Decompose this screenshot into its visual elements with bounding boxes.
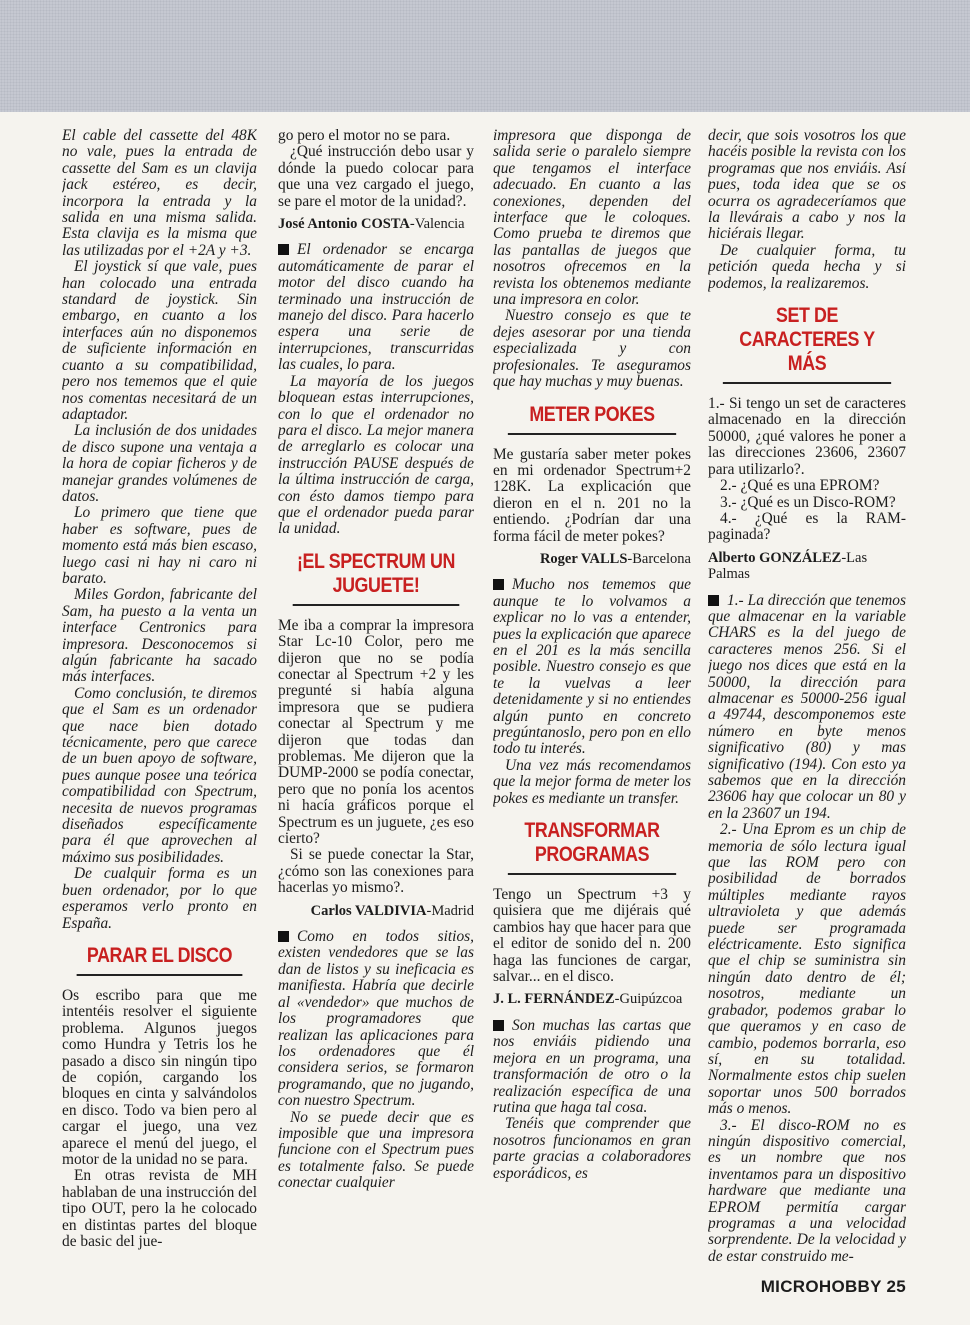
answer-bullet-icon	[493, 1020, 504, 1031]
answer-text: 1.- La dirección que tenemos que almacenar en la variable CHARS es la del juego de caracteres menos 256. Si el juego nos dices que está en la 50000, la dirección para almacenar es 50000-256 igual a 49744, descomponemos este número en byte menos significativo (80) y mas significativo (194). Con esto ya sabemos que en la dirección 23606 hay que colocar un 80 y en la 23607 un 194.	[708, 591, 906, 822]
section-heading: ¡EL SPECTRUM UN JUGUETE!	[293, 538, 460, 606]
section-heading: METER POKES	[508, 391, 676, 435]
section-heading: TRANSFORMAR PROGRAMAS	[508, 807, 676, 875]
answer-paragraph: Una vez más recomendamos que la mejor forma de meter los pokes es mediante un transfer.	[493, 756, 691, 807]
letter-paragraph: En otras revista de MH hablaban de una instrucción del tipo OUT, pero la he colocado en distintas partes del bloque de basic del jue-	[62, 1167, 257, 1250]
answer-paragraph: Tenéis que comprender que nosotros funcionamos en gran parte gracias a colaboradores esporádicos, es	[493, 1115, 691, 1182]
letter-signature	[708, 550, 906, 583]
answer-paragraph: De cualquier forma, tu petición queda hecha y si podemos, la realizaremos.	[708, 241, 906, 292]
signature-name: José Antonio COSTA	[278, 216, 410, 233]
signature-name: Roger VALLS	[539, 550, 628, 567]
answer-paragraph: decir, que sois vosotros los que hacéis posible la revista con los programas que nos enviáis. Así pues, toda idea que se os ocurra os agradeceríamos que la llevárais a cabo y nos la hiciérais llegar.	[708, 128, 906, 243]
letter-signature	[493, 551, 691, 567]
letter-signature	[493, 991, 691, 1007]
answer-bullet-icon	[278, 931, 289, 942]
answer-text: Como en todos sitios, existen vendedores que se las dan de listos y su ineficacia es manifiesta. Habría que decirle al «vendedor» que muchos de los programadores que realizan las aplicaciones para los ordenadores que él considera serios, se formaron programando, que no jugando, con nuestro Spectrum.	[278, 928, 474, 1110]
answer-paragraph	[708, 593, 906, 823]
signature-name: J. L. FERNÁNDEZ	[493, 991, 615, 1008]
answer-paragraph: Miles Gordon, fabricante del Sam, ha puesto a la venta un interface Centronics para impresora. Desconocemos si algún fabricante ha sacado más interfaces.	[62, 586, 257, 686]
answer-paragraph: La mayoría de los juegos bloquean estas interrupciones, con lo que el ordenador no para el disco. La mejor manera de arreglarlo es colocar una instrucción PAUSE después de la última instrucción de carga, con ésto damos tiempo para que el ordenador pueda parar la unidad.	[278, 372, 474, 538]
answer-paragraph	[493, 577, 691, 757]
column-4	[708, 128, 906, 1273]
answer-paragraph: La inclusión de dos unidades de disco supone una ventaja a la hora de copiar ficheros y de manejar grandes volúmenes de datos.	[62, 422, 257, 505]
signature-city: -Barcelona	[627, 550, 691, 567]
column-1	[62, 128, 257, 1273]
letter-signature	[278, 216, 474, 232]
signature-city: -Guipúzcoa	[614, 991, 683, 1008]
letter-paragraph: 3.- ¿Qué es un Disco-ROM?	[720, 493, 896, 511]
answer-paragraph	[278, 929, 474, 1109]
answer-paragraph: 3.- El disco-ROM no es ningún dispositivo comercial, es un nombre que nos inventamos para un dispositivo hardware que mediante una EPROM permitía cargar programas a una velocidad sorprendente. De la velocidad y de estar construido me-	[708, 1116, 906, 1265]
answer-paragraph: Nuestro consejo es que te dejes asesorar por una tienda especializada y con profesionales. Te aseguramos que hay muchas y muy buenas.	[493, 307, 691, 391]
answer-bullet-icon	[708, 595, 719, 606]
column-2	[278, 128, 474, 1273]
signature-city: -Las Palmas	[708, 549, 868, 583]
signature-city: -Madrid	[426, 902, 474, 919]
letter-paragraph: go pero el motor no se para.	[278, 128, 451, 144]
section-heading: PARAR EL DISCO	[77, 932, 243, 976]
answer-bullet-icon	[493, 579, 504, 590]
answer-paragraph: El joystick sí que vale, pues han colocado una entrada standard de joystick. Sin embargo, en cuanto a los interfaces aún no disponemos de suficiente información en cuanto a su compatibilidad, pero nos tememos que el quie nos comentas necesitará de un adaptador.	[62, 258, 257, 423]
letter-paragraph: Me gustaría saber meter pokes en mi ordenador Spectrum+2 128K. La explicación que dieron en el n. 201 no la entiendo. ¿Podrían dar una forma fácil de meter pokes?	[493, 445, 691, 545]
answer-paragraph: De cualquir forma es un buen ordenador, por lo que esperamos verlo pronto en España.	[62, 865, 257, 932]
letter-paragraph: ¿Qué instrucción debo usar y dónde la puedo colocar para que una vez cargado el juego, se pare el motor de la unidad?.	[278, 143, 474, 210]
signature-name: Carlos VALDIVIA	[310, 902, 427, 919]
letter-signature	[278, 903, 474, 919]
column-3	[493, 128, 691, 1273]
answer-text: Mucho nos tememos que aunque te lo volvamos a explicar no lo vas a entender, pues la explicación que aparece en el 201 es la más sencilla posible. Nuestro consejo es que te la vuelvas a leer detenidamente y si no entiendes algún punto en concreto pregúntanoslo, pero pon en ello todo tu interés.	[493, 576, 691, 758]
answer-paragraph: Lo primero que tiene que haber es software, pues de momento está más bien escaso, luego casi ni hay ni caro ni barato.	[62, 504, 257, 587]
signature-name: Alberto GONZÁLEZ	[708, 549, 842, 566]
letter-paragraph: Si se puede conectar la Star, ¿cómo son las conexiones para hacerlas yo mismo?.	[278, 846, 474, 897]
answer-text: Son muchas las cartas que nos enviáis pidiendo una mejora en un programa, una transformación de otro o la realización específica de una rutina que haga tal cosa.	[493, 1016, 691, 1116]
section-heading: SET DE CARACTERES Y MÁS	[723, 292, 891, 384]
answer-paragraph: Como conclusión, te diremos que el Sam es un ordenador que nace bien dotado técnicamente, pero que carece de un buen apoyo de software, pues aunque posee una teórica compatibilidad con Spectrum, necesita de nuevos programas diseñados específicamente para él que aprovechen al máximo sus posibilidades.	[62, 684, 257, 866]
letter-paragraph: 1.- Si tengo un set de caracteres almacenado en la dirección 50000, ¿qué valores he poner a las direcciones 23606, 23607 para utilizarlo?.	[708, 395, 906, 478]
answer-paragraph: No se puede decir que es imposible que una impresora funcione con el Spectrum pues es totalmente falso. Se puede conectar cualquier	[278, 1108, 474, 1192]
answer-paragraph: El cable del cassette del 48K no vale, pues la entrada de cassette del Sam es un clavija jack estéreo, es decir, incorpora la entrada y la salida en una misma salida. Esta clavija es la misma que las utilizadas por el +2A y +3.	[62, 128, 257, 259]
answer-paragraph: impresora que disponga de salida serie o paralelo siempre que tengamos el interface adecuado. En cuanto a las conexiones, dependen del interface que le coloques. Como prueba te diremos que las pantallas de juegos que nosotros ofrecemos en la revista los obtenemos mediante una impresora en color.	[493, 128, 691, 309]
answer-paragraph	[278, 242, 474, 373]
signature-city: -Valencia	[409, 216, 465, 233]
answer-paragraph	[493, 1018, 691, 1116]
page-footer: MICROHOBBY 25	[760, 1277, 906, 1296]
letter-paragraph: Tengo un Spectrum +3 y quisiera que me dijérais qué cambios hay que hacer para que el editor de sonido del n. 200 haga las funciones de cargar, salvar... en el disco.	[493, 886, 691, 986]
header-band	[0, 0, 970, 112]
answer-text: El ordenador se encarga automáticamente de parar el motor del disco cuando ha terminado una instrucción de manejo del disco. Para hacerlo espera una serie de interrupciones, transcurridas las cuales, lo para.	[278, 241, 474, 374]
letter-paragraph: Me iba a comprar la impresora Star Lc-10 Color, pero me dijeron que no se podía conectar al Spectrum +2 y les pregunté si había alguna impresora que se pudiera conectar al Spectrum y me dijeron que todas dan problemas. Me dijeron que la DUMP-2000 se podía conectar, pero que no ponía los acentos ni hacía gráficos porque el Spectrum es un juguete, ¿es eso cierto?	[278, 616, 474, 848]
letter-paragraph: 4.- ¿Qué es la RAM-paginada?	[708, 509, 906, 544]
answer-bullet-icon	[278, 244, 289, 255]
letter-paragraph: 2.- ¿Qué es una EPROM?	[720, 477, 880, 495]
letter-paragraph: Os escribo para que me intentéis resolver el siguiente problema. Algunos juegos como Hundra y Tetris los he pasado a disco sin ningún tipo de copión, cargando los bloques en cinta y salvándolos en disco. Todo va bien pero al cargar el juego, una vez aparece el menú del juego, el motor de la unidad no se para.	[62, 986, 257, 1168]
answer-paragraph: 2.- Una Eprom es un chip de memoria de sólo lectura igual que las ROM pero con posibilidad de borrados múltiples mediante rayos ultravioleta y que además puede ser programada eléctricamente. Esto significa que el chip se suministra sin ningún dato dentro de él; nosotros, mediante un grabador, podemos grabar lo que queramos y en caso de cambio, podemos borrarla, eso sí, en su totalidad. Normalmente estos chip suelen soportar unos 500 borrados más o menos.	[708, 821, 906, 1118]
